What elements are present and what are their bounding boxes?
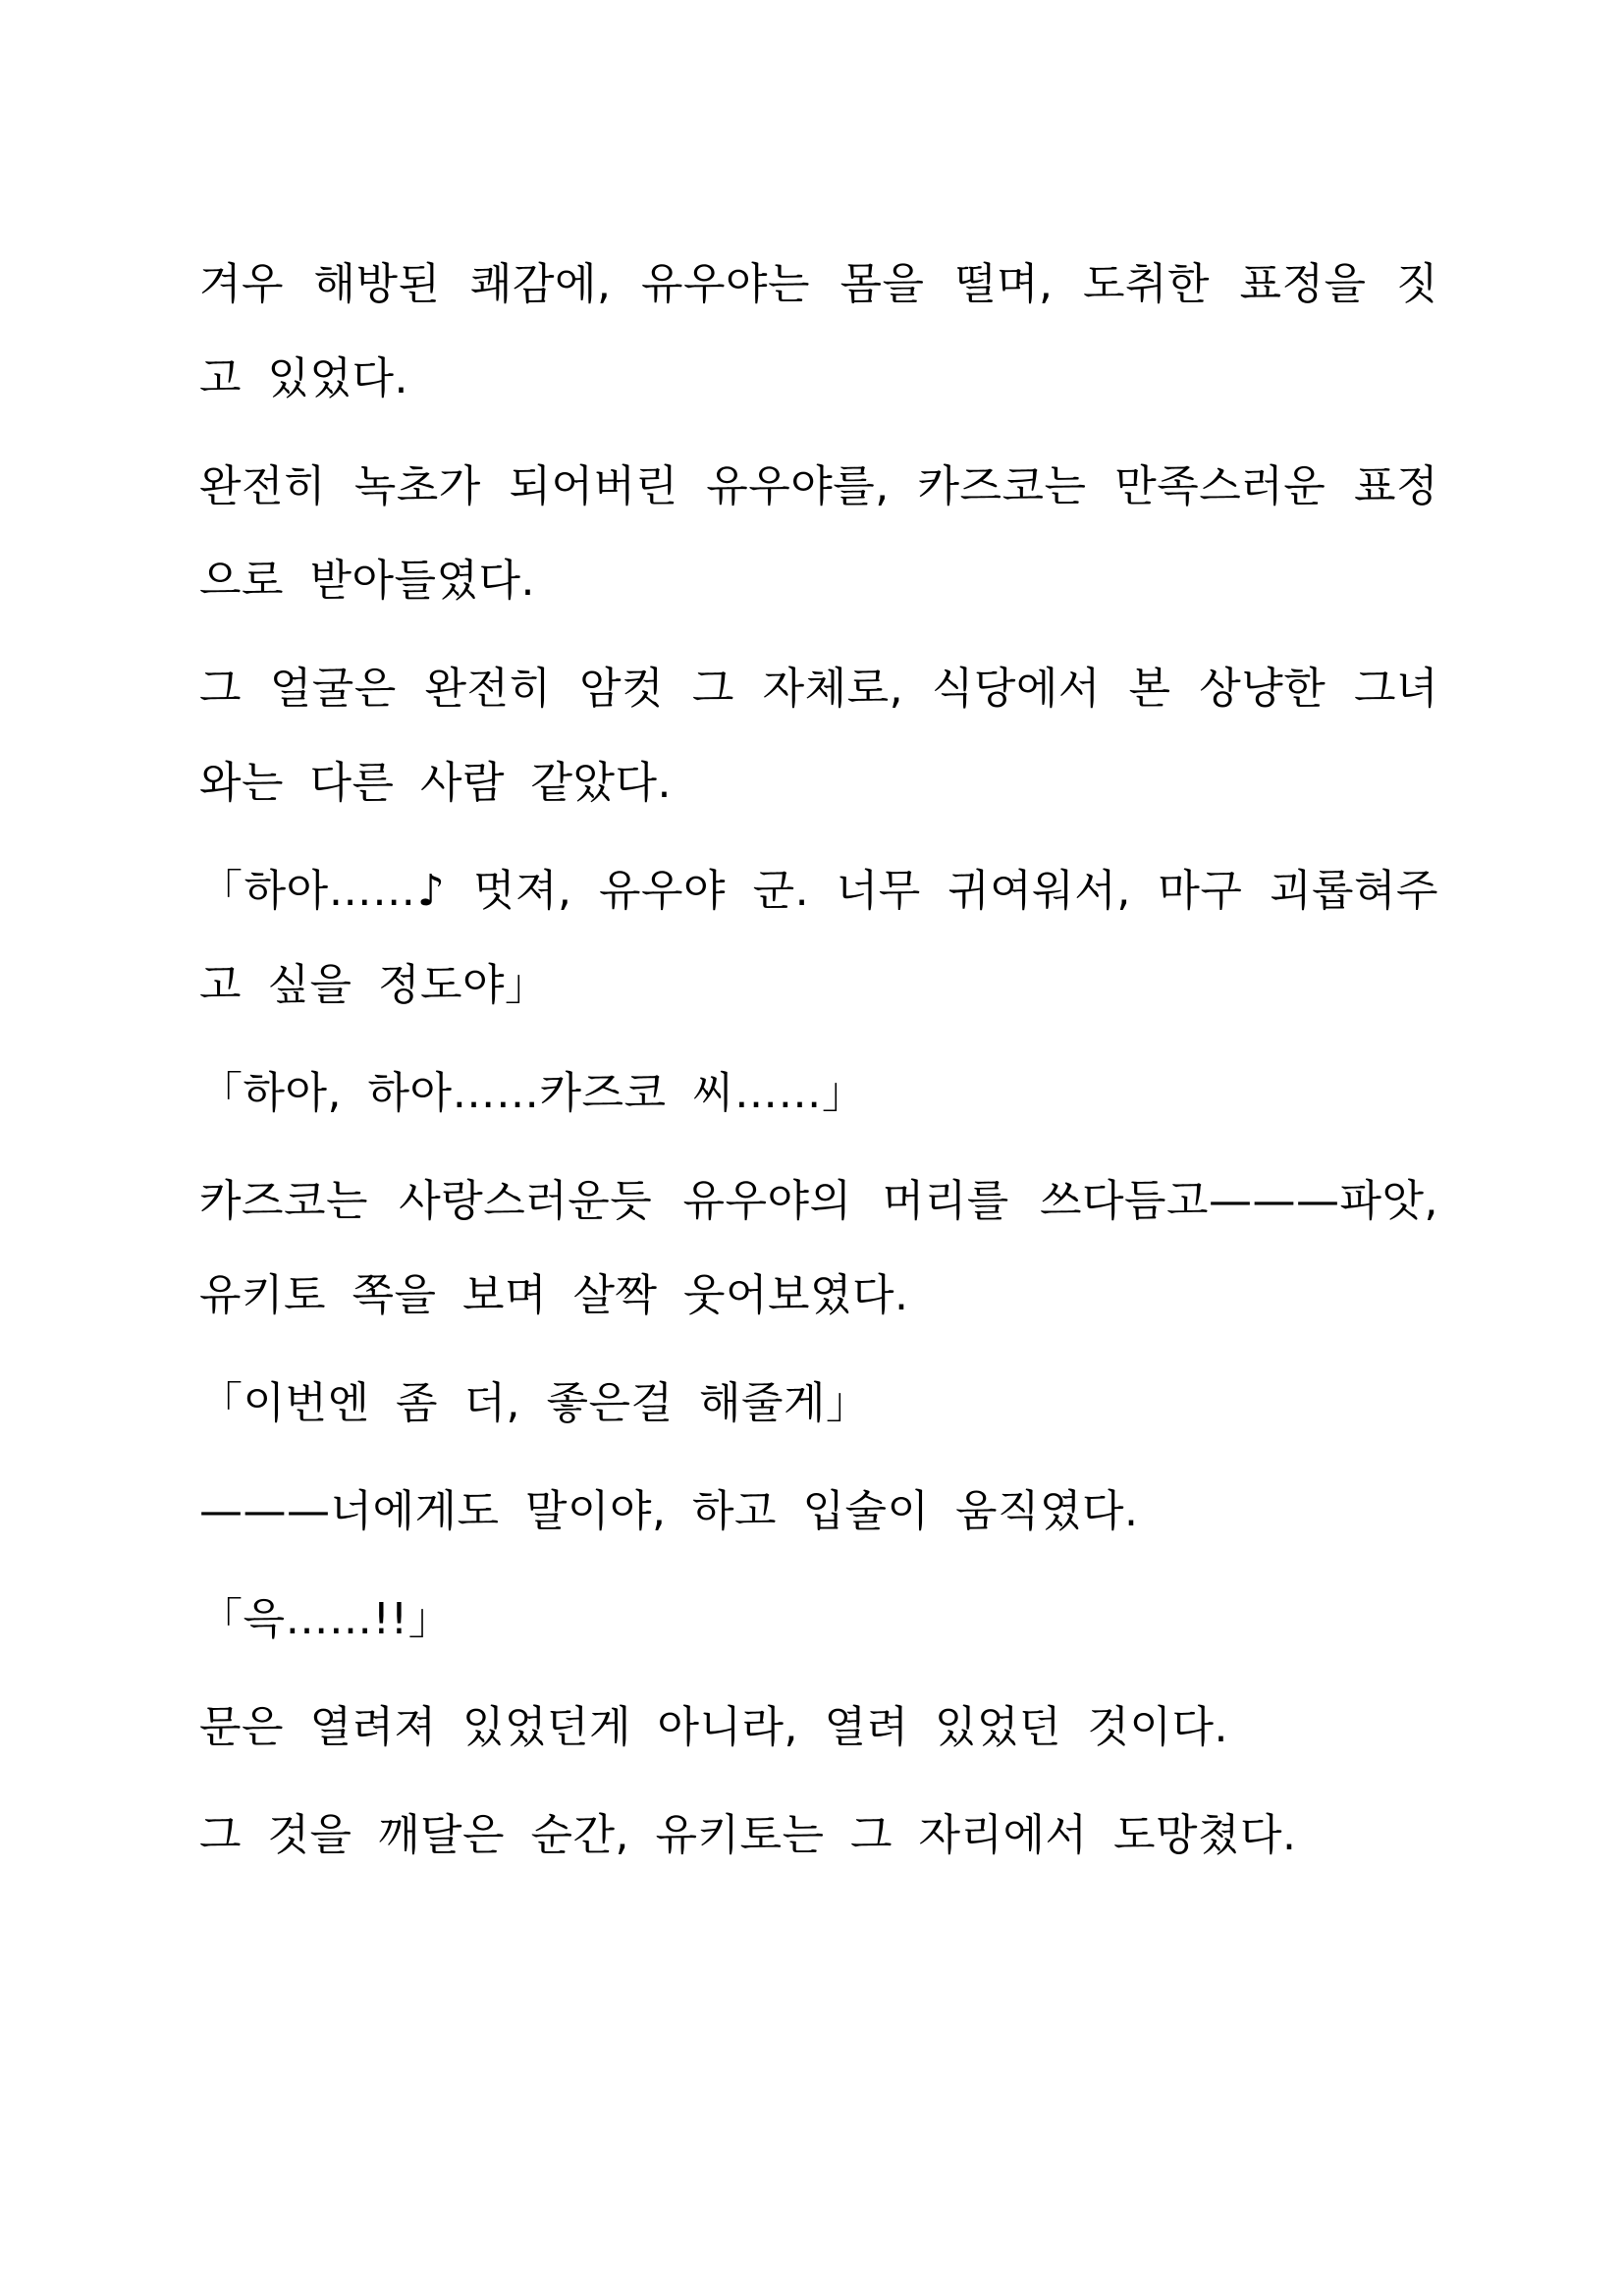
dialogue-paragraph: 「하아, 하아……카즈코 씨……」 [199,1068,866,1118]
dialogue-paragraph: 「하아……♪ 멋져, 유우야 군. 너무 귀여워서, 마구 괴롭혀주고 싶을 정도야」 [199,866,1438,1010]
paragraph: 카즈코는 사랑스러운듯 유우야의 머리를 쓰다듬고———파앗, 유키토 쪽을 보며 살짝 웃어보였다. [199,1176,1438,1320]
paragraph: 겨우 해방된 쾌감에, 유우야는 몸을 떨며, 도취한 표정을 짓고 있었다. [199,259,1438,403]
paragraph: 문은 열려져 있었던게 아니라, 열려 있었던 것이다. [199,1702,1228,1752]
paragraph: ———너에게도 말이야, 하고 입술이 움직였다. [199,1486,1139,1536]
dialogue-paragraph: 「윽……!!」 [199,1594,453,1644]
paragraph: 그 것을 깨달은 순간, 유키토는 그 자리에서 도망쳤다. [199,1810,1297,1860]
paragraph: 그 얼굴은 완전히 암컷 그 자체로, 식당에서 본 상냥한 그녀와는 다른 사람 같았다. [199,664,1438,808]
paragraph: 완전히 녹초가 되어버린 유우야를, 카즈코는 만족스러운 표정으로 받아들였다. [199,461,1438,606]
document-body [199,238,1438,1896]
dialogue-paragraph: 「이번엔 좀 더, 좋은걸 해줄게」 [199,1378,870,1428]
